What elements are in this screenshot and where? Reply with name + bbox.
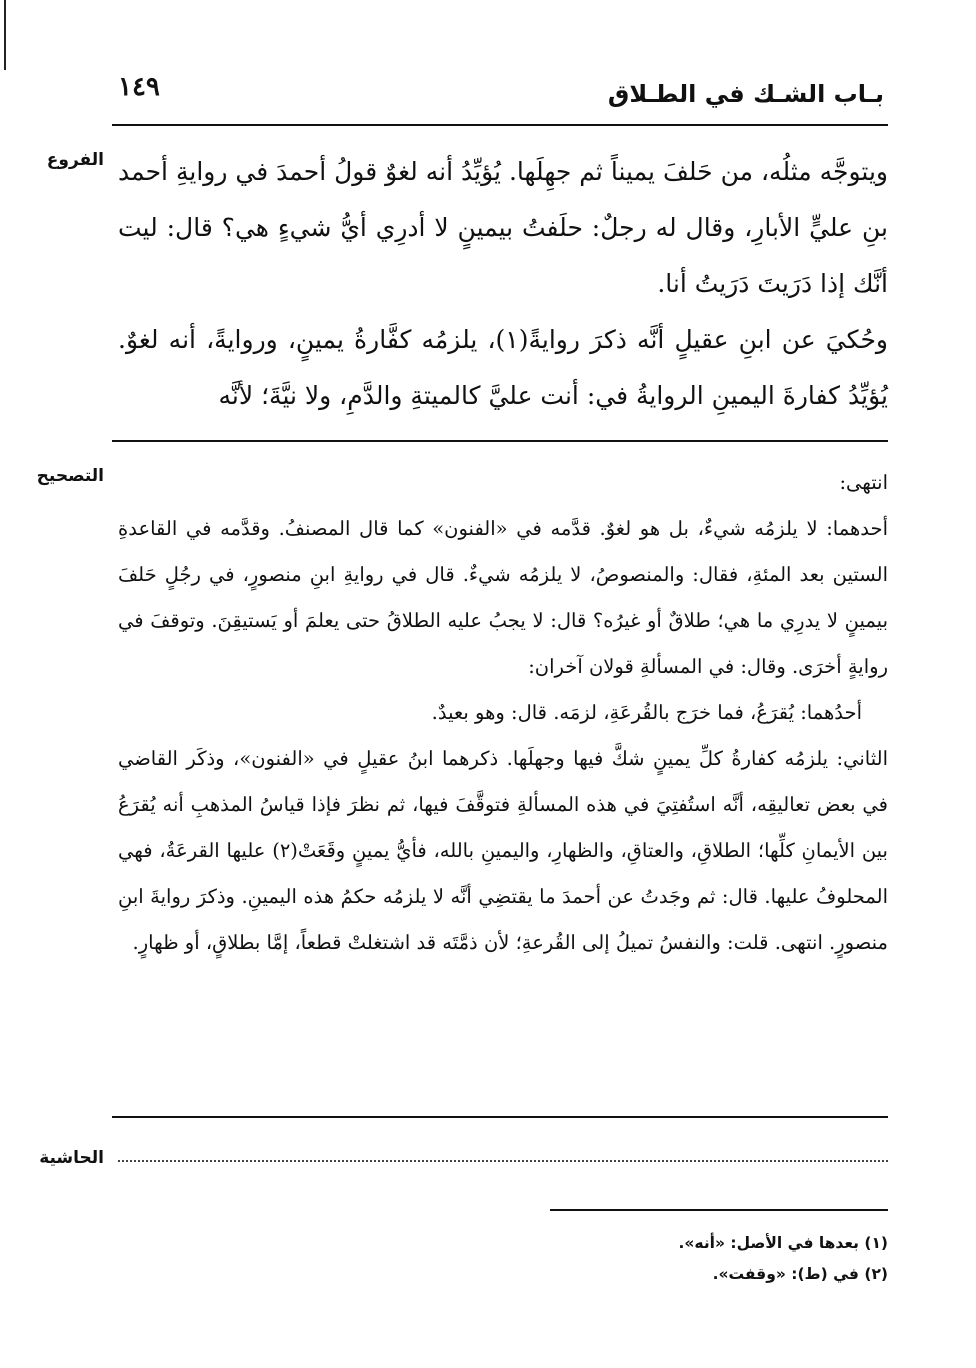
tashih-intro: انتهى:	[839, 471, 888, 494]
tashih-paragraph-1: أحدهما: لا يلزمُه شيءٌ، بل هو لغوٌ. قدَّمه في «الفنون» كما قال المصنفُ. وقدَّمه في القاعدةِ الستين بعد المئةِ، فقال: والمنصوصُ، لا يلزمُه شيءٌ. قال في روايةِ ابنِ منصورٍ، في رجُلٍ حَلفَ بيمينٍ لا يدرِي ما هي؛ طلاقٌ أو غيرُه؟ قال: لا يجبُ عليه الطلاقُ حتى يعلمَ أو يَستيقِنَ. وتوقفَ في روايةٍ أخرَى. وقال: في المسألةِ قولان آخران:	[118, 517, 888, 678]
section-rule-2	[112, 1116, 888, 1118]
furu-section	[118, 144, 888, 424]
hashiya-dotted-line	[118, 1160, 888, 1162]
page-number: ١٤٩	[118, 72, 160, 102]
footnote-1: (١) بعدها في الأصل: «أنه».	[678, 1234, 888, 1252]
tashih-paragraph-3: الثاني: يلزمُه كفارةُ كلِّ يمينٍ شكَّ فيها وجهلَها. ذكرهما ابنُ عقيلٍ في «الفنون»، وذكَر القاضي في بعض تعاليقِه، أنَّه استُفتِيَ في هذه المسألةِ فتوقَّفَ فيها، ثم نظرَ فإذا قياسُ المذهبِ أنه يُقرَعُ بين الأيمانِ كلِّها؛ الطلاقِ، والعتاقِ، والظهارِ، واليمينِ بالله، فأيُّ يمينٍ وقَعَتْ(٢) عليها القرعَةُ، فهي المحلوفُ عليها. قال: ثم وجَدتُ عن أحمدَ ما يقتضِي أنَّه لا يلزمُه حكمُ هذه اليمينِ. وذكرَ روايةَ ابنِ منصورٍ. انتهى. قلت: والنفسُ تميلُ إلى القُرعةِ؛ لأن ذمَّتَه قد اشتغلتْ قطعاً، إمَّا بطلاقٍ، أو ظهارٍ.	[118, 747, 888, 954]
footnote-rule	[550, 1209, 888, 1211]
running-header-title: بـاب الشـك في الطـلاق	[607, 80, 884, 108]
side-label-tashih: التصحيح	[36, 466, 104, 486]
page-edge-line	[4, 0, 6, 70]
furu-paragraph-2: وحُكيَ عن ابنِ عقيلٍ أنَّه ذكرَ روايةً(١)، يلزمُه كفَّارةُ يمينٍ، وروايةً، أنه لغوٌ. يُؤيِّدُ كفارةَ اليمينِ الروايةُ في: أنت عليَّ كالميتةِ والدَّمِ، ولا نيَّةَ؛ لأنَّه	[118, 325, 888, 410]
side-label-furu: الفروع	[46, 150, 104, 170]
furu-paragraph-1: ويتوجَّه مثلُه، من حَلفَ يميناً ثم جهِلَها. يُؤيِّدُ أنه لغوٌ قولُ أحمدَ في روايةِ أحمد بنِ عليٍّ الأبارِ، وقال له رجلٌ: حلَفتُ بيمينٍ لا أدرِي أيُّ شيءٍ هي؟ قال: ليت أنَّك إذا دَرَيتَ دَرَيتُ أنا.	[118, 157, 888, 298]
tashih-paragraph-2: أحدُهما: يُقرَعُ، فما خرَج بالقُرعَةِ، لزمَه. قال: وهو بعيدٌ.	[431, 701, 862, 724]
tashih-section	[118, 460, 888, 966]
side-label-hashiya: الحاشية	[39, 1148, 104, 1168]
header-rule	[112, 124, 888, 126]
footnote-2: (٢) في (ط): «وقفت».	[712, 1265, 888, 1283]
section-rule	[112, 440, 888, 442]
